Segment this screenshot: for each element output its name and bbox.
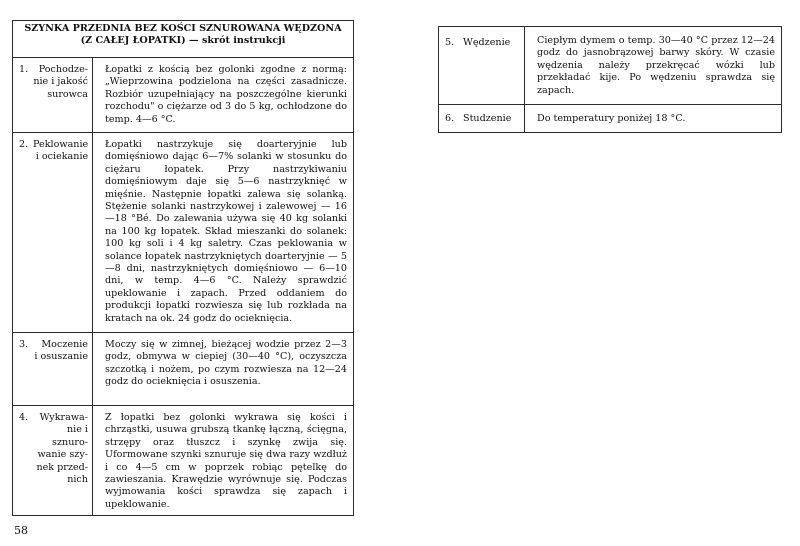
row-text-cell: [93, 58, 354, 133]
instruction-table-right: [438, 26, 782, 133]
row-number: 5.: [445, 37, 455, 48]
row-label: Studzenie: [463, 113, 512, 124]
row-label-cell: [13, 406, 93, 516]
row-text-cell: [93, 333, 354, 406]
row-text: Łopatki z kością bez golonki zgodne z normą: „Wieprzowina podzielona na części zasadnicze. Rozbiór uzupełniający na poszczególne kierunki rozchodu" o ciężarze od 3 do 5 kg, ochłodzone do temp. 4—6 °C.: [105, 64, 347, 125]
table-row: [13, 406, 354, 516]
row-number: 1.: [19, 64, 29, 75]
row-text-cell: [525, 27, 782, 105]
row-text: Z łopatki bez golonki wykrawa się kości i chrząstki, usuwa grubszą tkankę łączną, ścięgna, strzępy oraz tłuszcz i szynkę zwija się. Uformowane szynki sznuruje się dwa razy wzdłuż i co 4—5 cm w poprzek robiąc pętelkę do zawieszania. Krawędzie wyrównuje się. Podczas wyjmowania kości sprawdza się zapach i upeklowanie.: [105, 412, 347, 510]
row-label-cell: [439, 105, 525, 133]
row-number: 6.: [445, 113, 455, 124]
row-text-cell: [93, 133, 354, 333]
title-line-1: SZYNKA PRZEDNIA BEZ KOŚCI SZNUROWANA WĘDZONA: [24, 23, 342, 34]
row-text: Moczy się w zimnej, bieżącej wodzie przez 2—3 godz, obmywa w ciepiej (30—40 °C), oczyszcza szczotką i nożem, po czym rozwiesza na 12—24 godz do ocieknięcia i osuszenia.: [105, 339, 347, 388]
row-label: Pochodze- nie i jakość surowca: [33, 64, 88, 100]
table-row: [13, 58, 354, 133]
row-label: Wędzenie: [463, 37, 511, 48]
table-row: [13, 333, 354, 406]
row-label-cell: [13, 58, 93, 133]
table-row: [439, 105, 782, 133]
row-label: Moczenie i osuszanie: [34, 339, 88, 363]
row-text: Łopatki nastrzykuje się doarteryjnie lub domięśniowo dając 6—7% solanki w stosunku do ciężaru łopatek. Przy nastrzykiwaniu domięśniowym daje się 5—6 nastrzyknięć w mięśnie. Następnie łopatki zalewa się solanką. Stężenie solanki nastrzykowej i zalewowej — 16—18 °Bé. Do zalewania używa się 40 kg solanki na 100 kg łopatek. Skład mieszanki do solanek: 100 kg soli i 4 kg saletry. Czas peklowania w solance łopatek nastrzykniętych doarteryjnie — 5—8 dni, nastrzykniętych domięśniowo — 6—10 dni, w temp. 4—6 °C. Należy sprawdzić upeklowanie i zapach. Przed oddaniem do produkcji łopatki rozwiesza się lub rozkłada na kratach na ok. 24 godz do ocieknięcia.: [105, 139, 347, 324]
row-label: Wykrawa- nie i sznuro- wanie szy- nek przed- nich: [36, 412, 88, 486]
row-number: 4.: [19, 412, 29, 423]
instruction-table-left: [12, 20, 354, 516]
table-row: [439, 27, 782, 105]
row-label-cell: [13, 333, 93, 406]
row-text-cell: [525, 105, 782, 133]
title-line-2: (Z CAŁEJ ŁOPATKI) — skrót instrukcji: [80, 35, 286, 47]
row-label: Peklowanie i ociekanie: [33, 139, 89, 163]
table-row: [13, 133, 354, 333]
row-label-cell: [13, 133, 93, 333]
row-label-cell: [439, 27, 525, 105]
row-number: 3.: [19, 339, 29, 350]
row-text: Do temperatury poniżej 18 °C.: [537, 113, 686, 124]
table-title: [13, 21, 354, 58]
row-number: 2.: [19, 139, 29, 150]
page-number: 58: [14, 524, 28, 537]
row-text: Ciepłym dymem o temp. 30—40 °C przez 12—24 godz do jasnobrązowej barwy skóry. W czasie wędzenia należy przekręcać wózki lub przekładać kije. Po wędzeniu sprawdza się zapach.: [537, 35, 775, 96]
row-text-cell: [93, 406, 354, 516]
